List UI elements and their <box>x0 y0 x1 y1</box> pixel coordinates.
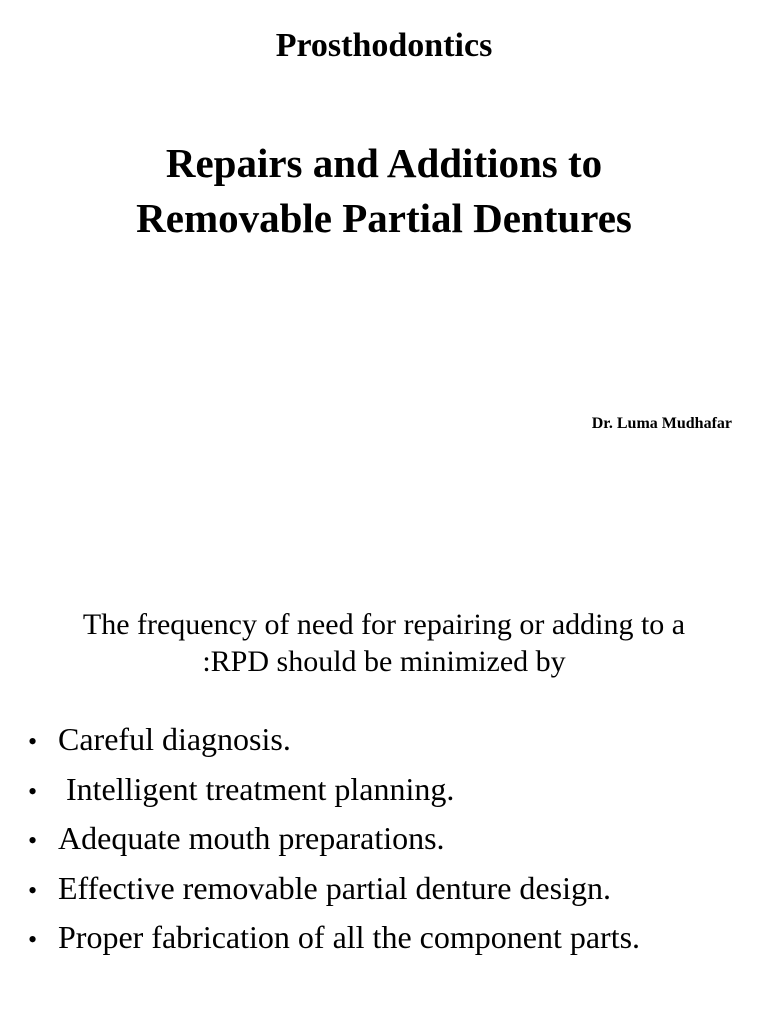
title-line-1: Repairs and Additions to <box>165 140 603 186</box>
bullet-icon: • <box>28 776 38 806</box>
bullet-icon: • <box>28 925 38 954</box>
intro-line-2: :RPD should be minimized by <box>202 645 566 678</box>
subject-heading: Prosthodontics <box>275 27 493 64</box>
intro-paragraph <box>0 606 768 680</box>
list-item-text: Intelligent treatment planning. <box>58 770 455 807</box>
list-item-text: Careful diagnosis. <box>58 721 291 757</box>
list-item <box>28 865 758 915</box>
intro-line-1: The frequency of need for repairing or adding to a <box>82 608 686 641</box>
document-title <box>0 136 768 246</box>
list-item <box>28 766 758 816</box>
list-item-text: Adequate mouth preparations. <box>58 820 445 856</box>
author-name: Dr. Luma Mudhafar <box>591 415 732 432</box>
list-item <box>28 914 758 964</box>
list-item-text: Proper fabrication of all the component parts. <box>58 919 641 955</box>
list-item <box>28 815 758 865</box>
list-item-text: Effective removable partial denture design. <box>58 869 611 906</box>
bullet-icon: • <box>28 875 38 905</box>
title-line-2: Removable Partial Dentures <box>136 195 632 241</box>
bullet-icon: • <box>28 826 38 855</box>
bullet-list <box>28 716 758 964</box>
bullet-icon: • <box>28 727 38 756</box>
list-item <box>28 716 758 766</box>
